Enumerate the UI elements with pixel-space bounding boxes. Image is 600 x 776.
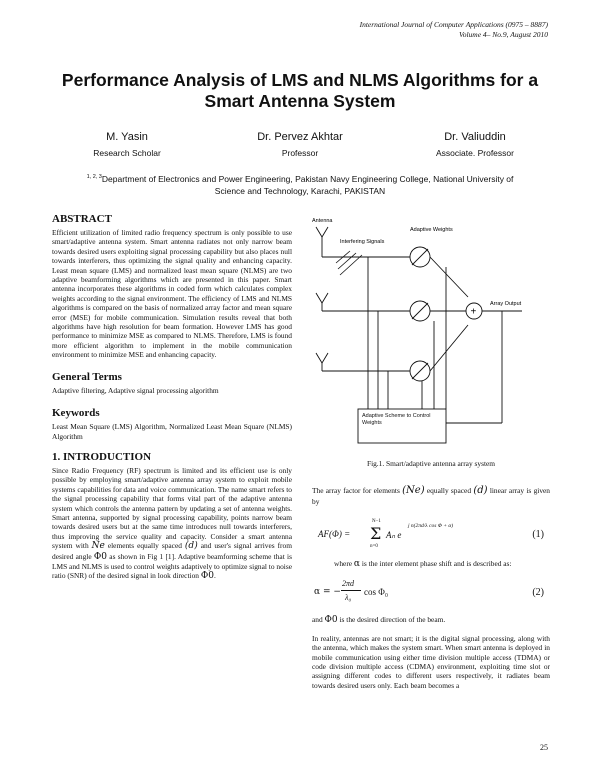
af-text-1: The array factor for elements [312,486,400,495]
and-text-2: is the desired direction of the beam. [339,615,446,625]
page-number: 25 [540,743,548,752]
keywords-heading: Keywords [52,407,100,420]
where-text [312,559,550,569]
author-name: M. Yasin [106,131,148,143]
af-text-2: equally spaced [426,486,472,495]
symbol-phi0-desired: Φ0 [324,615,338,626]
symbol-alpha: α [353,559,360,569]
affiliation-superscript: 1, 2, 3 [86,174,102,180]
array-factor-text [312,485,550,507]
reality-paragraph: In reality, antennas are not smart; it is the digital signal processing, along with the antenna, which makes the system smart. When smart antenna is deployed in mobile communication using either time division multiple access (TDMA) or code division multiple access (CDMA) environment, exploiting time slot or assigning different codes to different users respectively, it radiates beam towards desired users only. Each beam becomes a [312,633,550,690]
introduction-heading: 1. INTRODUCTION [52,450,152,463]
figure-1 [312,213,550,449]
keywords-text: Least Mean Square (LMS) Algorithm, Normalized Least Mean Square (NLMS) Algorithm [52,422,292,441]
eq1-term: Aₙ e [386,530,402,540]
antenna-icon-1 [316,227,328,249]
label-antenna: Antenna [312,218,333,224]
journal-header [360,20,548,40]
equation-2 [312,577,550,609]
symbol-ne-af: (Ne) [402,485,425,496]
abstract-text: Efficient utilization of limited radio frequency spectrum is only possible to use smart/adaptive antenna system. Smart antenna radiates not only narrow beam towards desired users exploiting signal processing capability but also places null towards interferers, thus optimizing the signal quality and enhancing capacity. Least mean square (LMS) and normalized least mean square (NLMS) are two adaptive beamforming algorithms which are presented in this paper. Smart antenna incorporates these algorithms in coded form which calculates complex weights according to the signal environment. The efficiency of LMS and NLMS algorithms is compared on the basis of normalized array factor and mean square error (MSE) for mobile communication. Simulation results reveal that both algorithms have high resolution for beam formation. However LMS has good performance to minimize MSE as compared to NLMS. Therefore, LMS is found more efficient algorithm to implement in the mobile communication environment to minimize MSE and enhancing capacity. [52,228,292,360]
eq1-number: (1) [532,529,544,540]
symbol-ne: Ne [91,541,105,552]
adaptive-scheme-label: Adaptive Scheme to Control Weights [362,413,431,426]
author-2 [215,130,385,159]
affiliation-line-2: Science and Technology, Karachi, PAKISTAN [214,185,386,196]
eq2-fraction-numerator: 2πd [342,579,355,589]
author-3 [390,130,560,159]
symbol-phi0: Φ0 [93,551,108,562]
summer-label: + [470,306,477,318]
where-text-2: is the inter element phase shift and is described as: [361,559,512,568]
title-line-2: Smart Antenna System [204,91,396,111]
equation-1 [312,519,550,553]
and-text [312,615,550,625]
label-adaptive-weights: Adaptive Weights [410,227,453,233]
author-role: Research Scholar [93,148,161,158]
title-line-1: Performance Analysis of LMS and NLMS Algorithms for a [61,70,539,90]
general-terms-text: Adaptive filtering, Adaptive signal processing algorithm [52,385,219,395]
antenna-icon-2 [316,293,328,311]
journal-volume: Volume 4– No.9, August 2010 [458,30,548,39]
journal-name: International Journal of Computer Applications (0975 – 8887) [359,20,548,29]
intro-text-3: and user's signal arrives from desired angle [52,541,292,561]
intro-text-1: Since Radio Frequency (RF) spectrum is limited and its efficient use is only possible by employing smart/adaptive antenna array system to exploit mobile systems capabilities for data and voice communication. The name smart refers to the signal processing capability that forms vital part of the adaptive antenna system which controls the antenna pattern by updating a set of antenna weights. Smart antenna, supported by signal processing capability, points narrow beam towards desired users but at the same time introduces null towards interferers, thus improving the service quality and capacity. Consider a smart antenna system with [52,465,292,551]
left-column [52,213,292,582]
eq1-lhs: AF(Φ) = [318,529,351,539]
antenna-system-diagram [312,213,550,449]
symbol-d: (d) [184,541,198,552]
adaptive-scheme-label-wrap [362,413,444,443]
right-column [312,213,550,690]
eq1-sum-top: N−1 [372,519,381,524]
af-text-3: linear array is given by [312,486,550,506]
author-role: Associate. Professor [436,148,514,158]
affiliation-line-1: Department of Electronics and Power Engineering, Pakistan Navy Engineering College, National University of [101,173,514,184]
author-name: Dr. Pervez Akhtar [257,131,343,143]
intro-text-2: elements equally spaced [107,541,182,551]
author-1 [42,130,212,159]
eq2-rhs: cos Φ₀ [364,587,388,598]
label-interfering [340,239,385,245]
author-role: Professor [281,148,319,158]
general-terms-heading: General Terms [52,370,122,383]
eq2-fraction-denominator: λ₀ [345,593,352,603]
label-interfering-text: Interfering Signals [340,239,385,245]
eq2-number: (2) [532,587,544,599]
affiliation [46,171,554,197]
interfering-signal-arrows [336,251,362,275]
intro-text-5: . [213,571,216,581]
eq1-sum-bot: n=0 [370,544,378,549]
symbol-d-af: (d) [473,485,488,496]
weight-circles [410,247,430,381]
abstract-heading: ABSTRACT [52,213,112,225]
author-name: Dr. Valiuddin [444,131,506,143]
symbol-phi0-look: Φ0 [200,571,214,582]
signal-lines [322,249,522,423]
introduction-text [52,466,292,582]
and-text-1: and [312,615,323,625]
eq1-exponent: j n(2πd/λ cos Φ + α) [408,523,454,529]
eq1-sum: Σ [370,524,382,543]
antenna-icon-3 [316,353,328,371]
paper-title [40,70,560,112]
figure-caption: Fig.1. Smart/adaptive antenna array system [366,459,496,468]
intro-text-4: as shown in Fig 1 [1]. Adaptive beamforming scheme that is LMS and NLMS is used to control weights adaptively to optimize signal to noise ratio (SNR) of the desired signal in look direction [52,551,292,581]
label-array-output: Array Output [490,301,522,307]
eq2-fraction-bar [341,590,361,591]
eq2-lhs: α = − [314,587,341,598]
where-text-1: where [334,559,353,568]
